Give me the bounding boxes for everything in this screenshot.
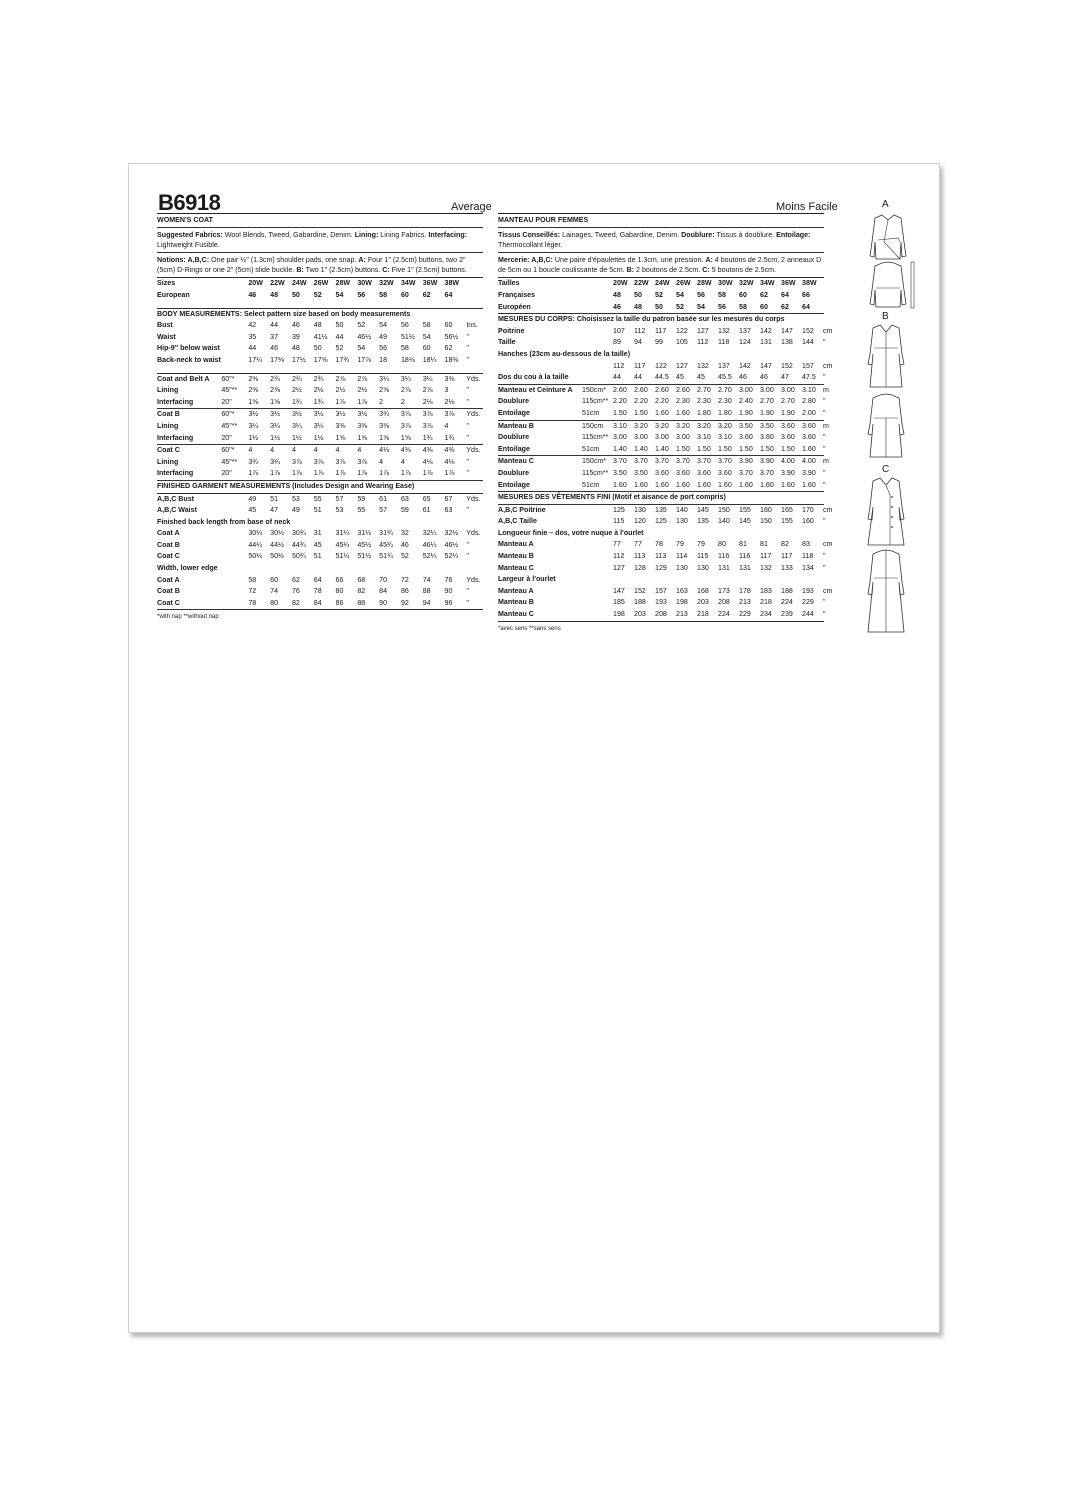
english-column xyxy=(157,213,483,624)
garment-title-fr: MANTEAU POUR FEMMES xyxy=(498,216,589,224)
length-row-fr: Manteau C 127 128 129 130 130 131 131 132 133 134 " xyxy=(498,563,826,572)
yardage-table xyxy=(157,409,483,444)
body-measurement-row: Back-neck to waist 17¼ 17⅜ 17½ 17⅝ 17¾ 17⅞ 18 18⅛ 18¼ 18⅜ " xyxy=(157,355,469,364)
body-measurements-heading-fr: MESURES DU CORPS: Choisissez la taille du patron basée sur les mesures du corps xyxy=(498,315,785,324)
fabrics-paragraph-fr: Tissus Conseillés: Lainages, Tweed, Gabardine, Denim. Doublure: Tissus à doublure. Entoilage: Thermocollant léger. xyxy=(498,230,811,249)
width-row: Coat B 72 74 76 78 80 82 84 86 88 90 " xyxy=(157,587,469,596)
width-heading: Width, lower edge xyxy=(157,564,218,573)
width-row: Coat C 78 80 82 84 86 88 90 92 94 96 " xyxy=(157,598,469,607)
back-length-heading: Finished back length from base of neck xyxy=(157,517,291,526)
yardage-row: Lining 45"** 3¼ 3¼ 3¼ 3¼ 3⅜ 3⅜ 3⅜ 3⅞ 3⅞ 4 " xyxy=(157,421,469,430)
view-a-back-sketch xyxy=(866,260,918,312)
body-measurements-table-fr xyxy=(498,326,839,349)
length-row-fr: Manteau B 112 113 113 114 115 116 116 117 117 118 " xyxy=(498,552,826,561)
pattern-number: B6918 xyxy=(158,190,221,215)
width-row-fr: Manteau A 147 152 157 163 168 173 178 183 188 193 cm xyxy=(498,586,833,595)
yardage-row-fr: Doublure 115cm** 2.20 2.20 2.20 2.30 2.30 2.30 2.40 2.70 2.70 2.80 " xyxy=(498,397,826,406)
european-sizes-row: European 46 48 50 52 54 56 58 60 62 64 xyxy=(157,291,453,299)
view-label-a: A xyxy=(882,199,889,210)
sizes-row: Sizes 20W 22W 24W 26W 28W 30W 32W 34W 36W 38W xyxy=(157,279,460,288)
length-row-fr: Manteau A 77 77 78 79 79 80 81 81 82 83 cm xyxy=(498,540,833,549)
notions-paragraph: Notions: A,B,C: One pair ½" (1.3cm) shoulder pads, one snap. A: Four 1" (2.5cm) buttons, two 2" (5cm) D-Rings or one 2" (5cm) slide buckle. B: Two 1" (2.5cm) buttons. C: Five 1" (2.5cm) buttons. xyxy=(157,256,467,275)
view-b-front-sketch xyxy=(864,322,908,390)
length-row: Coat A 30¼ 30½ 30¾ 31 31¼ 31½ 31¾ 32 32¼ 32½ Yds. xyxy=(157,529,481,538)
difficulty-english: Average xyxy=(451,201,492,213)
hip-table-fr xyxy=(498,361,839,384)
european-sizes-row-fr: Européen 46 48 50 52 54 56 58 60 62 64 xyxy=(498,302,810,311)
garment-title: WOMEN'S COAT xyxy=(157,216,213,224)
notions-paragraph-fr: Mercerie: A,B,C: Une paire d'épaulettes de 1.3cm, une pression. A: 4 boutons de 2.5cm, 2 anneaux D de 5cm ou 1 boucle coulissante de 5cm. B: 2 boutons de 2.5cm. C: 5 boutons de 2.5cm. xyxy=(498,256,822,275)
french-column xyxy=(498,213,833,635)
yardage-table xyxy=(157,374,483,409)
yardage-row-fr: Manteau et Ceinture A 150cm* 2.60 2.60 2.60 2.60 2.70 2.70 3.00 3.00 3.00 3.10 m xyxy=(498,385,829,394)
finished-measurements-heading: FINISHED GARMENT MEASUREMENTS (Includes Design and Wearing Ease) xyxy=(157,481,415,490)
yardage-row: Coat B 60"* 3½ 3½ 3½ 3½ 3½ 3½ 3¾ 3⅞ 3⅞ 3⅞ Yds. xyxy=(157,410,481,419)
back-length-table-fr xyxy=(498,539,839,574)
length-row: Coat B 44¼ 44½ 44¾ 45 45¼ 45½ 45¾ 46 46¼ 46½ " xyxy=(157,540,469,549)
width-heading-fr: Largeur à l'ourlet xyxy=(498,575,556,584)
yardage-table-fr xyxy=(498,421,839,456)
sizes-table xyxy=(157,278,483,301)
yardage-row-fr: Doublure 115cm** 3.50 3.50 3.60 3.60 3.60 3.60 3.70 3.70 3.90 3.90 " xyxy=(498,468,826,477)
yardage-row-fr: Doublure 115cm** 3.00 3.00 3.00 3.00 3.10 3.10 3.60 3.60 3.60 3.60 " xyxy=(498,433,826,442)
yardage-row-fr: Entoilage 51cm 1.60 1.60 1.60 1.60 1.60 1.60 1.60 1.60 1.60 1.60 " xyxy=(498,480,826,489)
body-measurements-heading: BODY MEASUREMENTS: Select pattern size based on body measurements xyxy=(157,309,411,318)
fabrics-paragraph: Suggested Fabrics: Wool Blends, Tweed, Gabardine, Denim. Lining: Lining Fabrics. Interfacing: Lightweight Fusible. xyxy=(157,230,468,249)
finished-row-fr: A,B,C Poitrine 125 130 135 140 145 150 155 160 165 170 cm xyxy=(498,505,833,514)
yardage-row-fr: Manteau C 150cm* 3.70 3.70 3.70 3.70 3.70 3.70 3.90 3.90 4.00 4.00 m xyxy=(498,457,829,466)
view-label-c: C xyxy=(882,464,890,475)
neck-row-fr: Dos du cou à la taille 44 44 44.5 45 45 45.5 46 46 47 47.5 " xyxy=(498,373,826,382)
yardage-table-fr xyxy=(498,385,839,420)
yardage-row: Lining 45"** 2⅜ 2⅜ 2½ 2½ 2½ 2½ 2⅝ 2⅞ 2⅞ 3 " xyxy=(157,386,469,395)
body-measurement-row-fr: Taille 89 94 99 105 112 118 124 131 138 144 " xyxy=(498,338,826,347)
yardage-row-fr: Entoilage 51cm 1.50 1.50 1.60 1.60 1.80 1.80 1.90 1.90 1.90 2.00 " xyxy=(498,408,826,417)
francaises-sizes-row: Françaises 48 50 52 54 56 58 60 62 64 66 xyxy=(498,291,810,299)
yardage-row: Lining 45"** 3¾ 3¾ 3⅞ 3⅞ 3⅞ 3⅞ 4 4 4⅛ 4⅛ " xyxy=(157,457,469,466)
difficulty-french: Moins Facile xyxy=(776,201,838,213)
view-c-back-sketch xyxy=(864,548,908,634)
yardage-row-fr: Manteau B 150cm 3.10 3.20 3.20 3.20 3.20 3.20 3.50 3.50 3.60 3.60 m xyxy=(498,421,829,430)
yardage-table-fr xyxy=(498,456,839,491)
yardage-table xyxy=(157,445,483,480)
body-measurements-table xyxy=(157,320,483,366)
width-row-fr: Manteau B 185 188 193 198 203 208 213 218 224 229 " xyxy=(498,598,826,607)
body-measurement-row: Bust 42 44 46 48 50 52 54 56 58 60 Ins. xyxy=(157,321,478,330)
width-row-fr: Manteau C 198 203 208 213 218 224 229 234 239 244 " xyxy=(498,610,826,619)
sizes-table-fr xyxy=(498,278,839,313)
back-length-heading-fr: Longueur finie – dos, votre nuque à l'ourlet xyxy=(498,528,644,537)
footnote-fr: *avec sens **sans sens xyxy=(498,625,561,632)
hip-heading-fr: Hanches (23cm au-dessous de la taille) xyxy=(498,349,631,358)
width-row: Coat A 58 60 62 64 66 68 70 72 74 76 Yds. xyxy=(157,575,481,584)
yardage-row-fr: Entoilage 51cm 1.40 1.40 1.40 1.50 1.50 1.50 1.50 1.50 1.50 1.60 " xyxy=(498,444,826,453)
length-row: Coat C 50¼ 50½ 50¾ 51 51¼ 51½ 51¾ 52 52¼ 52¼ " xyxy=(157,552,469,561)
yardage-row: Interfacing 20" 1⅝ 1⅝ 1¾ 1¾ 1⅞ 1⅞ 2 2 2⅛ 2⅛ " xyxy=(157,397,469,406)
body-measurement-row: Hip-9" below waist 44 46 48 50 52 54 56 58 60 62 " xyxy=(157,344,469,353)
finished-row: A,B,C Waist 45 47 49 51 53 55 57 59 61 63 " xyxy=(157,506,469,515)
body-measurement-row: Waist 35 37 39 41½ 44 46½ 49 51½ 54 56½ " xyxy=(157,332,469,341)
finished-row-fr: A,B,C Taille 115 120 125 130 135 140 145 150 155 160 " xyxy=(498,517,826,526)
hip-row-fr: 112 117 122 127 132 137 142 147 152 157 cm xyxy=(613,361,833,370)
width-table-fr xyxy=(498,586,839,621)
body-measurement-row-fr: Poitrine 107 112 117 122 127 132 137 142 147 152 cm xyxy=(498,326,833,335)
yardage-row: Coat and Belt A 60"* 2⅜ 2¾ 2¾ 2¾ 2⅞ 2⅞ 3¼ 3¼ 3¼ 3⅜ Yds. xyxy=(157,374,481,383)
back-length-table xyxy=(157,528,483,563)
finished-bust-waist-table xyxy=(157,494,483,517)
view-b-back-sketch xyxy=(864,392,908,460)
sizes-row-fr: Tailles 20W 22W 24W 26W 28W 30W 32W 34W 36W 38W xyxy=(498,279,817,288)
width-table xyxy=(157,575,483,610)
finished-row: A,B,C Bust 49 51 53 55 57 59 61 63 65 67 Yds. xyxy=(157,494,481,503)
yardage-row: Interfacing 20" 1½ 1½ 1½ 1½ 1⅝ 1⅝ 1⅝ 1⅝ 1¾ 1¾ " xyxy=(157,433,469,442)
footnote: *with nap **without nap xyxy=(157,614,219,621)
view-label-b: B xyxy=(882,311,889,322)
finished-measurements-heading-fr: MESURES DES VÊTEMENTS FINI (Motif et aisance de port compris) xyxy=(498,493,726,502)
finished-bust-waist-table-fr xyxy=(498,505,839,528)
yardage-row: Interfacing 20" 1⅞ 1⅞ 1⅞ 1⅞ 1⅞ 1⅞ 1⅞ 1⅞ 1⅞ 1⅞ " xyxy=(157,469,469,478)
yardage-row: Coat C 60"* 4 4 4 4 4 4 4⅛ 4⅜ 4⅜ 4⅜ Yds. xyxy=(157,446,481,455)
view-a-front-sketch xyxy=(866,212,910,262)
view-c-front-sketch xyxy=(864,475,908,547)
